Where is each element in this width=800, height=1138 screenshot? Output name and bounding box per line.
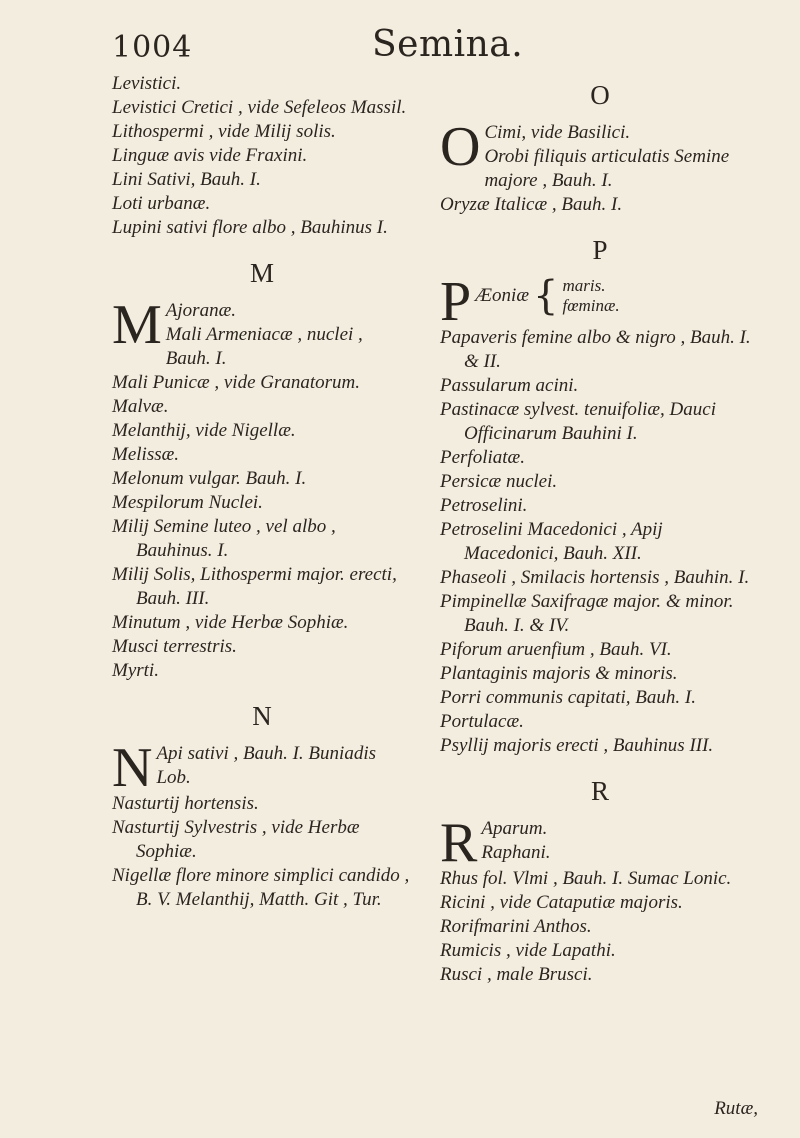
entry: Piforum aruenfium , Bauh. VI.: [440, 639, 672, 660]
entry: Mespilorum Nuclei.: [112, 492, 263, 513]
entry: Milij Semine luteo , vel albo , Bauhinus. I.: [112, 516, 336, 561]
entry: Oryzæ Italicæ , Bauh. I.: [440, 194, 623, 215]
section-letter-m: M: [249, 258, 274, 288]
entry: Papaveris femine albo & nigro , Bauh. I. & II.: [440, 327, 751, 372]
entry: Rhus fol. Vlmi , Bauh. I. Sumac Lonic.: [440, 868, 732, 889]
entry: Petroselini.: [440, 495, 528, 516]
brace-items: [562, 276, 619, 316]
entry: Plantaginis majoris & minoris.: [440, 663, 678, 684]
entry: Phaseoli , Smilacis hortensis , Bauhin. I.: [440, 567, 750, 588]
entry: Lithospermi , vide Milij solis.: [112, 121, 336, 142]
entry: Orobi filiquis articulatis Semine majore , Bauh. I.: [484, 146, 730, 191]
section-n: [112, 737, 412, 912]
entry: Rorifmarini Anthos.: [440, 916, 592, 937]
entry: Ajoranæ.: [165, 300, 236, 321]
entry: Rumicis , vide Lapathi.: [440, 940, 616, 961]
entry: Malvæ.: [112, 396, 169, 417]
entry: Nigellæ flore minore simplici candido , B. V. Melanthij, Matth. Git , Tur.: [112, 865, 410, 910]
entry: Passularum acini.: [440, 375, 579, 396]
entry: Petroselini Macedonici , Apij Macedonici, Bauh. XII.: [440, 519, 663, 564]
entry: Milij Solis, Lithospermi major. erecti, Bauh. III.: [112, 564, 397, 609]
entry: Mali Punicæ , vide Granatorum.: [112, 372, 361, 393]
section-r: [440, 812, 760, 987]
drop-cap-m: M: [112, 294, 162, 356]
left-column: [112, 72, 412, 912]
entry: Musci terrestris.: [112, 636, 237, 657]
entry: Myrti.: [112, 660, 159, 681]
entry: Persicæ nuclei.: [440, 471, 558, 492]
entry: Portulacæ.: [440, 711, 524, 732]
entry: Rusci , male Brusci.: [440, 964, 593, 985]
entry: Melanthij, vide Nigellæ.: [112, 420, 296, 441]
entry: Psyllij majoris erecti , Bauhinus III.: [440, 735, 714, 756]
drop-cap-p: P: [440, 271, 472, 333]
entry: Mali Armeniacæ , nuclei , Bauh. I.: [165, 324, 363, 369]
section-p: [440, 271, 760, 758]
page-number: 1004: [112, 30, 193, 65]
entry: Nasturtij hortensis.: [112, 793, 259, 814]
entry: Raphani.: [481, 842, 551, 863]
entry: Levistici.: [112, 73, 182, 94]
brace-item: fœminæ.: [562, 296, 620, 315]
entry: Pimpinellæ Saxifragæ major. & minor. Bauh. I. & IV.: [440, 591, 734, 636]
running-head: Semina.: [372, 24, 524, 65]
section-letter-o: O: [590, 80, 610, 110]
brace-label: Æoniæ: [475, 285, 530, 306]
section-letter-n: N: [252, 701, 272, 731]
entry: Nasturtij Sylvestris , vide Herbæ Sophiæ.: [112, 817, 360, 862]
entry: Lupini sativi flore albo , Bauhinus I.: [112, 217, 388, 238]
entry: Ricini , vide Cataputiæ majoris.: [440, 892, 683, 913]
brace-icon: {: [533, 273, 559, 319]
entry: Levistici Cretici , vide Sefeleos Massil.: [112, 97, 407, 118]
entry: Minutum , vide Herbæ Sophiæ.: [112, 612, 349, 633]
entry: Linguæ avis vide Fraxini.: [112, 145, 308, 166]
right-column: [440, 72, 760, 987]
entry: Cimi, vide Basilici.: [484, 122, 631, 143]
entry: Lini Sativi, Bauh. I.: [112, 169, 261, 190]
entry: Api sativi , Bauh. I. Buniadis Lob.: [156, 743, 376, 788]
entry: Pastinacæ sylvest. tenuifoliæ, Dauci Officinarum Bauhini I.: [440, 399, 716, 444]
entry: Porri communis capitati, Bauh. I.: [440, 687, 696, 708]
section-letter-p: P: [592, 235, 608, 265]
drop-cap-r: R: [440, 812, 478, 874]
section-o: [440, 116, 760, 217]
entry: Perfoliatæ.: [440, 447, 525, 468]
drop-cap-n: N: [112, 737, 153, 799]
entry: Melissæ.: [112, 444, 180, 465]
entry: Loti urbanæ.: [112, 193, 211, 214]
brace-item: maris.: [562, 276, 606, 295]
catchword: Rutæ,: [714, 1098, 758, 1119]
drop-cap-o: O: [440, 116, 481, 178]
section-m: [112, 294, 412, 683]
section-letter-r: R: [590, 776, 609, 806]
brace-entry: [475, 273, 760, 319]
entry: Aparum.: [481, 818, 548, 839]
entry: Melonum vulgar. Bauh. I.: [112, 468, 307, 489]
